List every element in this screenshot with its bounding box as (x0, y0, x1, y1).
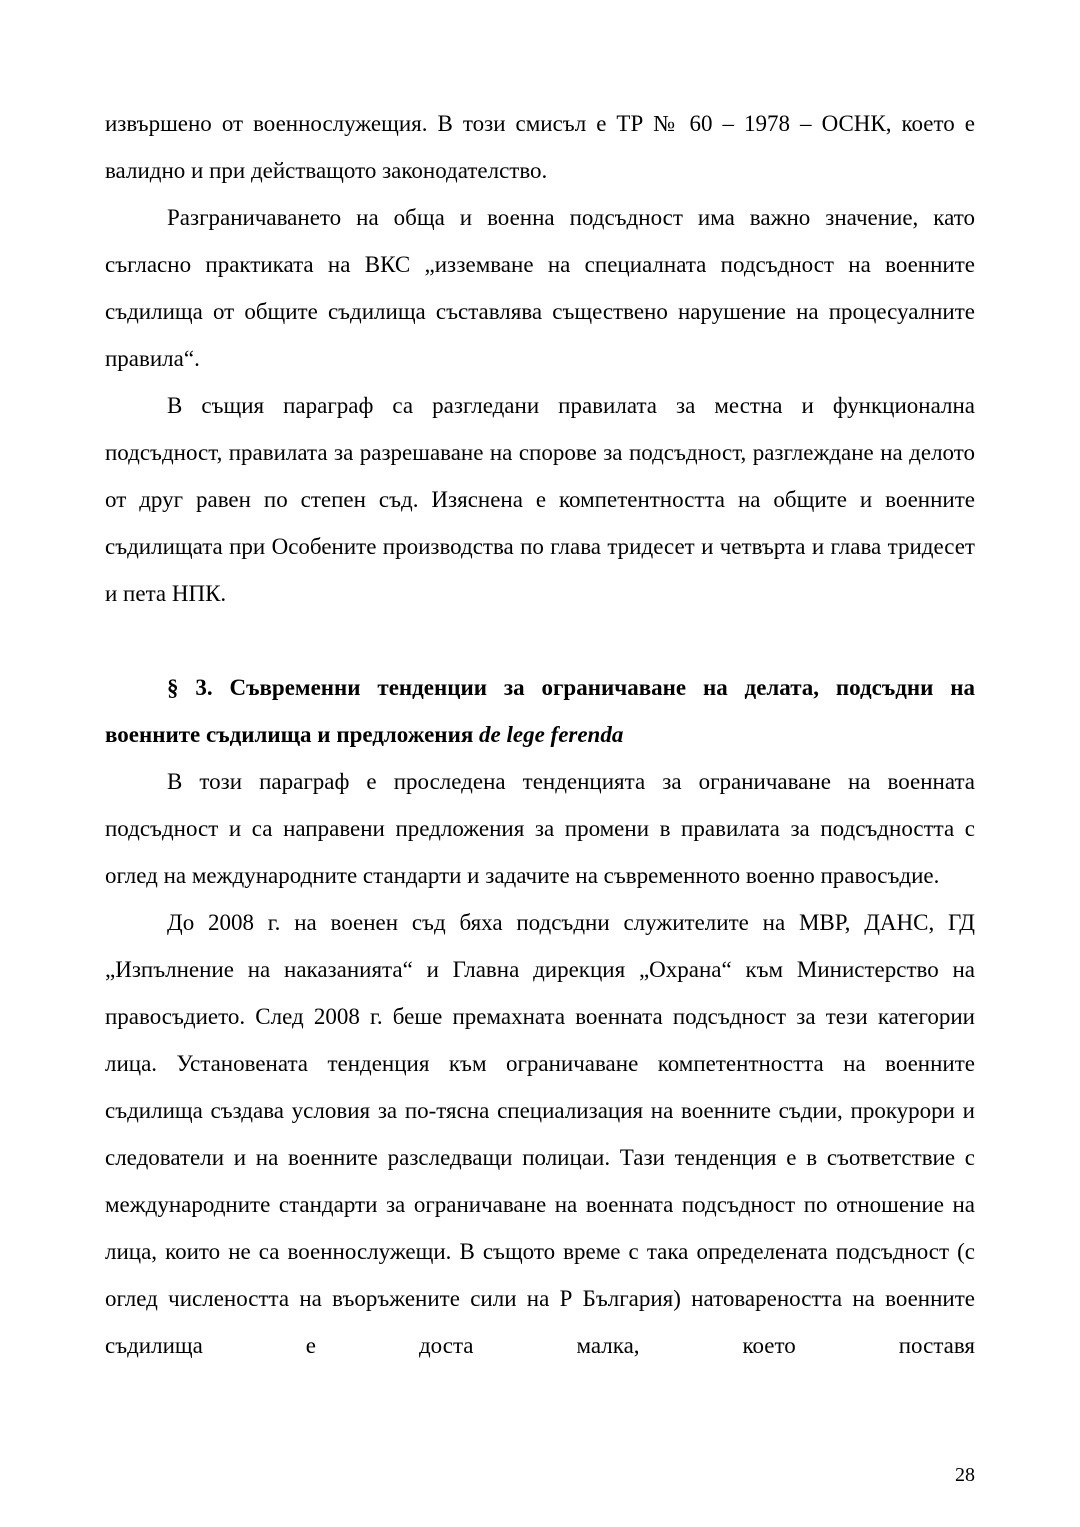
section-heading-latin-phrase: de lege ferenda (479, 722, 624, 747)
paragraph-trend: В този параграф е проследена тенденцията за ограничаване на военната подсъдност и са направени предложения за промени в правилата за подсъдността с оглед на международните стандарти и задачите на съвременното военно правосъдие. (105, 769, 975, 888)
paragraph-vks-practice: Разграничаването на обща и военна подсъдност има важно значение, като съгласно практиката на ВКС „изземване на специалната подсъдност на военните съдилища от общите съдилища съставлява съществено нарушение на процесуалните правила“. (105, 205, 975, 371)
paragraph-2008: До 2008 г. на военен съд бяха подсъдни служителите на МВР, ДАНС, ГД „Изпълнение на наказанията“ и Главна дирекция „Охрана“ към Министерство на правосъдието. След 2008 г. беше премахната военната подсъдност за тези категории лица. Установената тенденция към ограничаване компетентността на военните съдилища създава условия за по-тясна специализация на военните съдии, прокурори и следователи и на военните разследващи полицаи. Тази тенденция е в съответствие с международните стандарти за ограничаване на военната подсъдност по отношение на лица, които не са военнослужещи. В същото време с така определената подсъдност (с оглед числеността на въоръжените сили на Р България) натовареността на военните съдилища е доста малка, което поставя (105, 910, 975, 1358)
paragraph-same-section: В същия параграф са разгледани правилата за местна и функционална подсъдност, правилата за разрешаване на спорове за подсъдност, разглеждане на делото от друг равен по степен съд. Изяснена е компетентността на общите и военните съдилищата при Особените производства по глава тридесет и четвърта и глава тридесет и пета НПК. (105, 393, 975, 606)
section-heading (105, 664, 975, 758)
section-heading-text: § 3. Съвременни тенденции за ограничаване на делата, подсъдни на военните съдилища и предложения (105, 675, 975, 747)
paragraph-continuation: извършено от военнослужещия. В този смисъл е ТР № 60 – 1978 – ОСНК, което е валидно и при действащото законодателство. (105, 111, 975, 183)
page-number: 28 (955, 1464, 975, 1486)
